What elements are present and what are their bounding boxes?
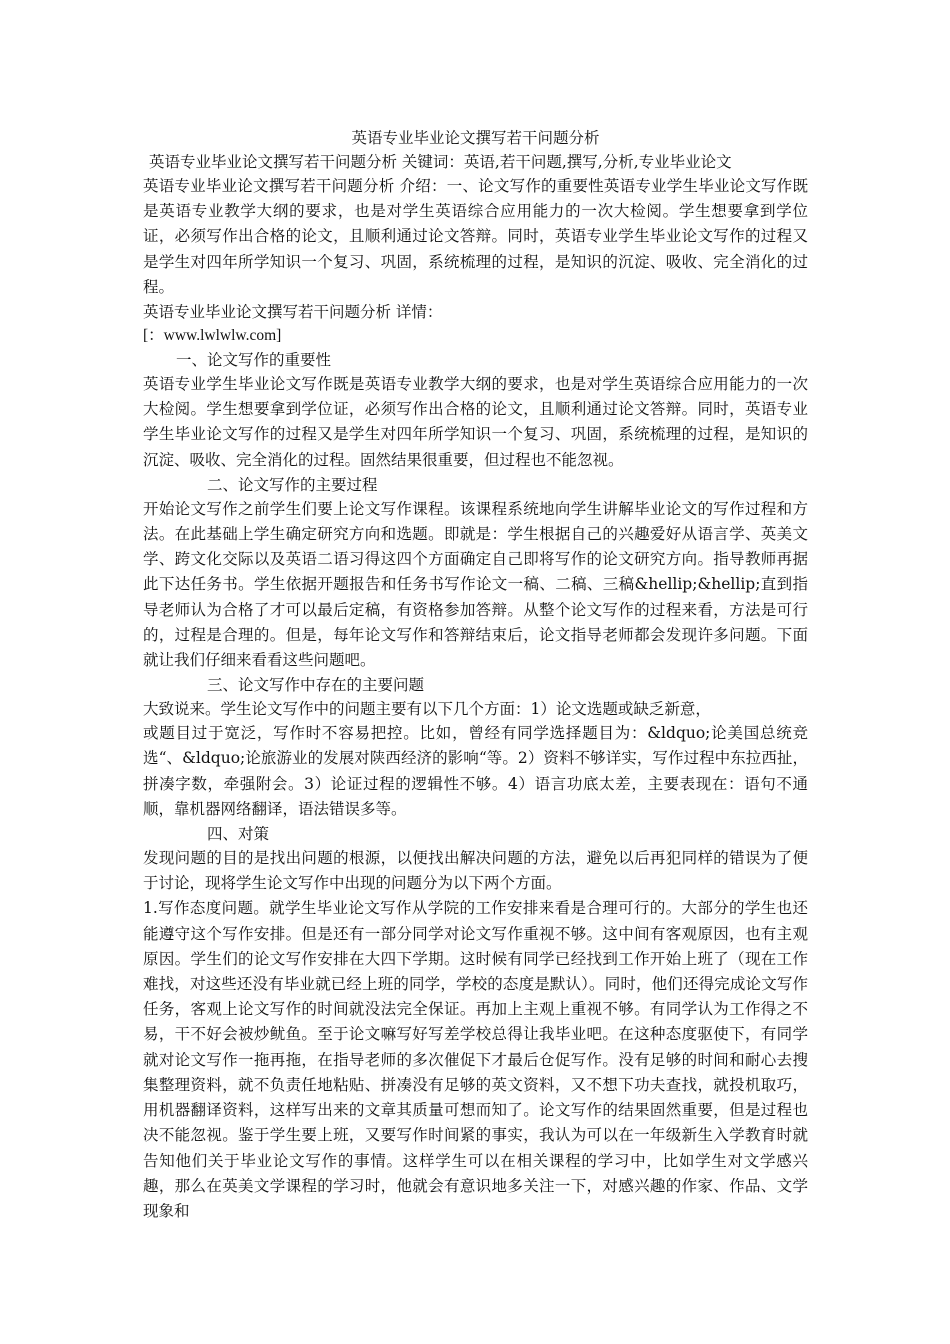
section-heading-importance: 一、论文写作的重要性: [176, 351, 332, 370]
document-title: 英语专业毕业论文撰写若干问题分析: [351, 129, 600, 147]
section-body-process: 开始论文写作之前学生们要上论文写作课程。该课程系统地向学生讲解毕业论文的写作过程和方法。在此基础上学生确定研究方向和选题。即就是：学生根据自己的兴趣爱好从语言学、英美文学、跨文化交际以及英语二语习得这四个方面确定自己即将写作的论文研究方向。指导教师再据此下达任务书。学生依据开题报告和任务书写作论文一稿、二稿、三稿&hellip;&hellip;直到指导老师认为合格了才可以最后定稿，有资格参加答辩。从整个论文写作的过程来看，方法是可行的，过程是合理的。但是，每年论文写作和答辩结束后，论文指导老师都会发现许多问题。下面就让我们仔细来看看这些问题吧。: [143, 499, 808, 670]
section-body-problems: 或题目过于宽泛，写作时不容易把控。比如，曾经有同学选择题目为：&ldquo;论美国总统竞选“、&ldquo;论旅游业的发展对陕西经济的影响“等。2）资料不够详实，写作过程中东拉西扯，拼凑字数，牵强附会。3）论证过程的逻辑性不够。4）语言功底太差，主要表现在：语句不通顺，靠机器网络翻译，语法错误多等。: [143, 724, 808, 818]
source-link[interactable]: [：www.lwlwlw.com]: [143, 327, 282, 345]
section-body-importance: 英语专业学生毕业论文写作既是英语专业教学大纲的要求，也是对学生英语综合应用能力的一次大检阅。学生想要拿到学位证，必须写作出合格的论文，且顺利通过论文答辩。同时，英语专业学生毕业论文写作的过程又是学生对四年所学知识一个复习、巩固，系统梳理的过程，是知识的沉淀、吸收、完全消化的过程。固然结果很重要，但过程也不能忽视。: [143, 375, 808, 469]
section-heading-countermeasures: 四、对策: [207, 825, 270, 844]
intro-paragraph: 英语专业毕业论文撰写若干问题分析 介绍：一、论文写作的重要性英语专业学生毕业论文写作既是英语专业教学大纲的要求，也是对学生英语综合应用能力的一次大检阅。学生想要拿到学位证，必须写作出合格的论文，且顺利通过论文答辩。同时，英语专业学生毕业论文写作的过程又是学生对四年所学知识一个复习、巩固，系统梳理的过程，是知识的沉淀、吸收、完全消化的过程。: [143, 177, 808, 296]
section-problems-first-line: 大致说来。学生论文写作中的问题主要有以下几个方面：1）论文选题或缺乏新意，: [143, 700, 711, 719]
section-item-attitude: 1.写作态度问题。就学生毕业论文写作从学院的工作安排来看是合理可行的。大部分的学生也还能遵守这个写作安排。但是还有一部分同学对论文写作重视不够。这中间有客观原因，也有主观原因。学生们的论文写作安排在大四下学期。这时候有同学已经找到工作开始上班了（现在工作难找，对这些还没有毕业就已经上班的同学，学校的态度是默认）。同时，他们还得完成论文写作任务，客观上论文写作的时间就没法完全保证。再加上主观上重视不够。有同学认为工作得之不易，干不好会被炒鱿鱼。至于论文嘛写好写差学校总得让我毕业吧。在这种态度驱使下，有同学就对论文写作一拖再拖，在指导老师的多次催促下才最后仓促写作。没有足够的时间和耐心去搜集整理资料，就不负责任地粘贴、拼凑没有足够的英文资料，又不想下功夫查找，就投机取巧，用机器翻译资料，这样写出来的文章其质量可想而知了。论文写作的结果固然重要，但是过程也决不能忽视。鉴于学生要上班，又要写作时间紧的事实，我认为可以在一年级新生入学教育时就告知他们关于毕业论文写作的事情。这样学生可以在相关课程的学习中，比如学生对文学感兴趣，那么在英美文学课程的学习时，他就会有意识地多关注一下，对感兴趣的作家、作品、文学现象和: [143, 899, 808, 1220]
section-body-countermeasures: 发现问题的目的是找出问题的根源，以便找出解决问题的方法，避免以后再犯同样的错误为了便于讨论，现将学生论文写作中出现的问题分为以下两个方面。: [143, 849, 808, 893]
document-page: [143, 126, 808, 1224]
details-label: 英语专业毕业论文撰写若干问题分析 详情：: [143, 303, 443, 322]
keywords-line: 英语专业毕业论文撰写若干问题分析 关键词：英语,若干问题,撰写,分析,专业毕业论文: [149, 153, 732, 171]
section-heading-process: 二、论文写作的主要过程: [207, 475, 378, 494]
section-heading-problems: 三、论文写作中存在的主要问题: [207, 676, 425, 695]
